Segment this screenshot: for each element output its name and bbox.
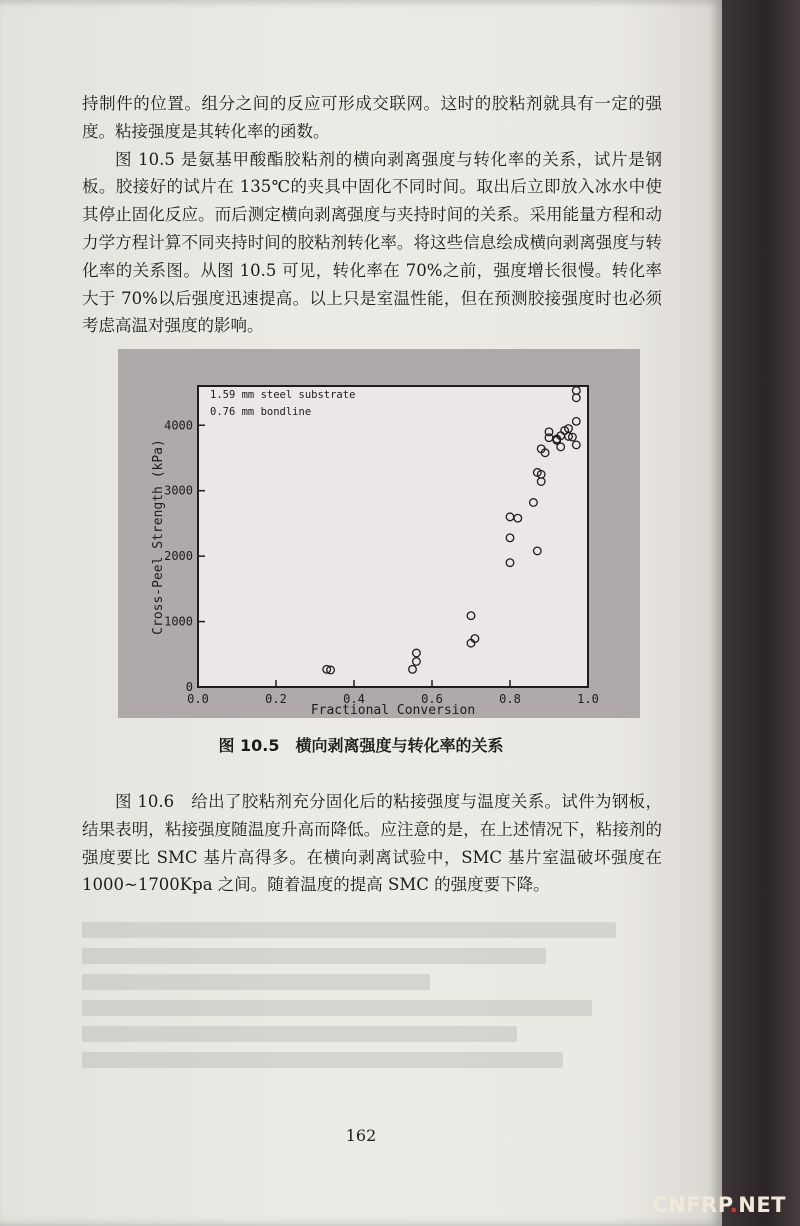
y-tick-label: 0 <box>185 680 193 694</box>
site-watermark <box>652 1193 786 1217</box>
plot-area <box>198 386 588 687</box>
watermark-suffix: NET <box>738 1193 786 1217</box>
bleed-through-text <box>82 912 662 1112</box>
x-tick-label: 0.2 <box>265 692 287 706</box>
watermark-dot: . <box>729 1193 739 1217</box>
y-tick-label: 4000 <box>164 418 193 433</box>
y-axis-label: Cross-Peel Strength (kPa) <box>151 439 166 635</box>
y-tick-label: 1000 <box>164 614 193 629</box>
annotation-bondline: 0.76 mm bondline <box>210 406 312 418</box>
scatter-chart <box>118 349 640 718</box>
paragraph-3: 图 10.6 给出了胶粘剂充分固化后的粘接强度与温度关系。试件为钢板，结果表明，粘接强度随温度升高而降低。应注意的是，在上述情况下，粘接剂的强度要比 SMC 基片高得多。在横向剥离试验中，SMC 基片室温破坏强度在 1000~1700Kpa 之间。随着温度的提高 SMC 的强度要下降。 <box>82 792 662 895</box>
y-tick-label: 3000 <box>164 483 193 498</box>
text-block-bottom <box>82 788 662 899</box>
text-block-top <box>82 90 662 340</box>
x-tick-label: 0.4 <box>343 692 365 706</box>
x-axis-label: Fractional Conversion <box>310 703 476 718</box>
x-tick-label: 0.8 <box>499 692 521 706</box>
paragraph-1: 持制件的位置。组分之间的反应可形成交联网。这时的胶粘剂就具有一定的强度。粘接强度是其转化率的函数。 <box>82 94 662 141</box>
figure-10-5 <box>118 349 640 718</box>
watermark-main: CNFRP <box>652 1193 730 1217</box>
annotation-substrate: 1.59 mm steel substrate <box>210 389 356 401</box>
paragraph-2: 图 10.5 是氨基甲酸酯胶粘剂的横向剥离强度与转化率的关系，试片是钢板。胶接好的试片在 135℃的夹具中固化不同时间。取出后立即放入冰水中使其停止固化反应。而后测定横向剥离强度与夹持时间的关系。采用能量方程和动力学方程计算不同夹持时间的胶粘剂转化率。将这些信息绘成横向剥离强度与转化率的关系图。从图 10.5 可见，转化率在 70%之前，强度增长很慢。转化率大于 70%以后强度迅速提高。以上只是室温性能，但在预测胶接强度时也必须考虑高温对强度的影响。 <box>82 149 662 336</box>
y-tick-label: 2000 <box>164 549 193 564</box>
figure-caption: 图 10.5 横向剥离强度与转化率的关系 <box>218 736 504 755</box>
x-tick-label: 0.6 <box>421 692 443 706</box>
page-number: 162 <box>345 1126 377 1145</box>
x-tick-label: 1.0 <box>577 692 599 706</box>
x-tick-label: 0.0 <box>187 692 209 706</box>
book-spine-shadow <box>722 0 800 1226</box>
